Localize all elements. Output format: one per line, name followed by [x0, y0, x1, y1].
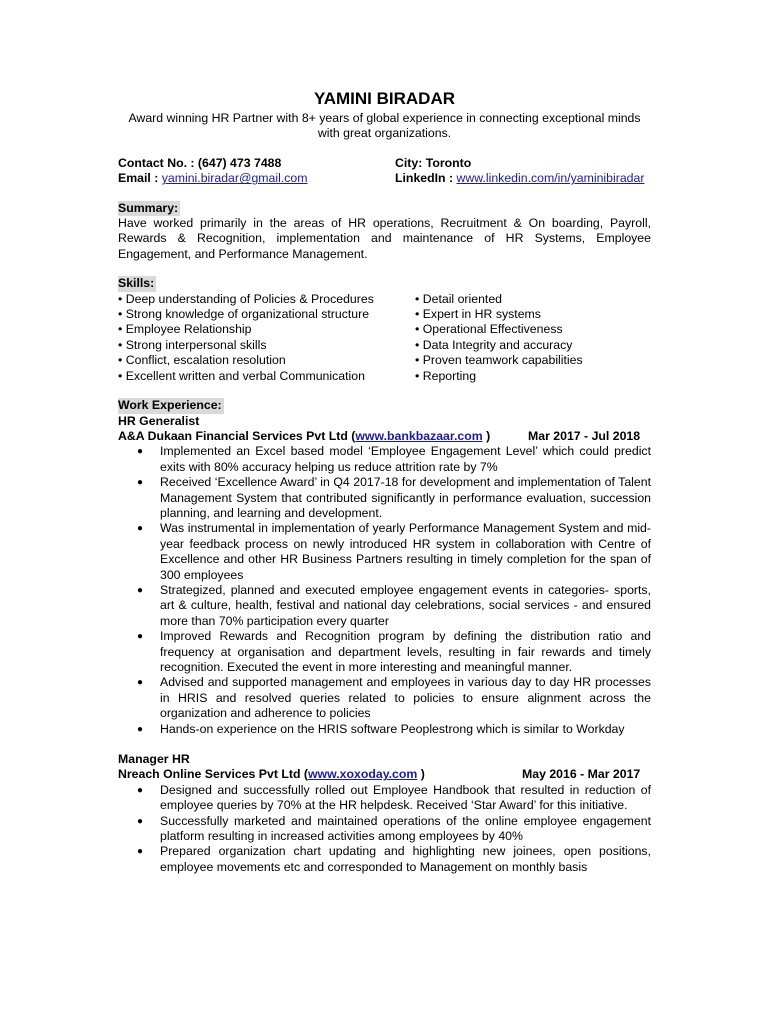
- bullet-item: ● Was instrumental in implementation of yearly Performance Management System and mid-year feedback process on newly introduced HR system in collaboration with Centre of Excellence and other HR Business Partners resulting in timely completion for the span of 300 employees: [137, 521, 651, 582]
- skill-item: • Strong knowledge of organizational structure: [118, 307, 370, 322]
- linkedin-link[interactable]: www.linkedin.com/in/yaminibiradar: [456, 171, 645, 186]
- bullet-glyph: ●: [137, 815, 144, 827]
- bullet-glyph: ●: [137, 523, 144, 535]
- skill-item: • Data Integrity and accuracy: [415, 337, 573, 352]
- company-close: ): [482, 428, 491, 443]
- job-bullets: [118, 783, 651, 875]
- skills-section: [118, 276, 651, 384]
- skills-column-2: [415, 292, 583, 384]
- skills-column-1: [118, 292, 415, 384]
- summary-text: Have worked primarily in the areas of HR operations, Recruitment & On boarding, Payroll, Rewards & Recognition, implementation and maintenance of HR Systems, Employee Engagement, and Performance Management.: [118, 216, 651, 261]
- work-heading: Work Experience:: [118, 398, 222, 413]
- bullet-glyph: ●: [137, 846, 144, 858]
- bullet-glyph: ●: [137, 677, 144, 689]
- bullet-item: ● Advised and supported management and employees in various day to day HR processes in HRIS and resolved queries related to policies to ensure alignment across the organization and adherence to policies: [137, 675, 651, 721]
- company-line: [118, 767, 651, 782]
- bullet-item: ● Implemented an Excel based model ‘Employee Engagement Level’ which could predict exits with 80% accuracy helping us reduce attrition rate by 7%: [137, 444, 651, 474]
- tagline: Award winning HR Partner with 8+ years of global experience in connecting exceptional minds with great organizations.: [128, 111, 641, 141]
- job-dates: Mar 2017 - Jul 2018: [528, 428, 641, 443]
- job-title: HR Generalist: [118, 413, 200, 428]
- resume-page: [118, 89, 651, 875]
- bullet-item: ● Hands-on experience on the HRIS software Peoplestrong which is similar to Workday: [137, 721, 625, 736]
- linkedin-label: LinkedIn :: [395, 171, 457, 186]
- bullet-item: ● Designed and successfully rolled out Employee Handbook that resulted in reduction of employee queries by 70% at the HR helpdesk. Received ‘Star Award’ for this initiative.: [137, 782, 651, 813]
- bullet-glyph: ●: [137, 584, 144, 596]
- city: City: Toronto: [395, 155, 472, 170]
- company-name: A&A Dukaan Financial Services Pvt Ltd (: [118, 428, 356, 443]
- email-link[interactable]: yamini.biradar@gmail.com: [161, 171, 308, 186]
- phone: Contact No. : (647) 473 7488: [118, 155, 282, 170]
- email-row: [118, 171, 395, 186]
- summary-heading: Summary:: [118, 200, 179, 215]
- bullet-glyph: ●: [137, 784, 144, 796]
- job-bullets: [118, 444, 651, 737]
- contact-block: [118, 156, 651, 187]
- candidate-name: YAMINI BIRADAR: [313, 89, 456, 108]
- bullet-glyph: ●: [137, 446, 144, 458]
- skill-item: • Proven teamwork capabilities: [415, 353, 583, 368]
- skill-item: • Strong interpersonal skills: [118, 337, 267, 352]
- skill-item: • Reporting: [415, 368, 477, 383]
- company-close: ): [417, 767, 425, 782]
- skill-item: • Excellent written and verbal Communication: [118, 368, 365, 383]
- linkedin-row: [395, 171, 644, 186]
- work-experience-section: [118, 398, 651, 875]
- company-name: Nreach Online Services Pvt Ltd (: [118, 767, 308, 782]
- bullet-glyph: ●: [137, 723, 144, 735]
- company-line: [118, 429, 651, 444]
- bullet-item: ● Strategized, planned and executed employee engagement events in categories- sports, art & culture, health, festival and national day celebrations, social services - and ensured more than 70% participation every quarter: [137, 582, 651, 628]
- bullet-item: ● Prepared organization chart updating and highlighting new joinees, open positions, employee movements etc and corresponded to Management on monthly basis: [137, 844, 651, 874]
- bullet-glyph: ●: [137, 477, 144, 489]
- company-link[interactable]: www.xoxoday.com: [307, 767, 418, 782]
- skill-item: • Deep understanding of Policies & Procedures: [118, 291, 374, 306]
- skills-heading: Skills:: [118, 276, 155, 291]
- skill-item: • Employee Relationship: [118, 322, 252, 337]
- skill-item: • Operational Effectiveness: [415, 322, 563, 337]
- bullet-item: ● Received ‘Excellence Award’ in Q4 2017-18 for development and implementation of Talent Management System that contributed significantly in performance evaluation, succession planning, and learning and development.: [137, 475, 651, 520]
- company-link[interactable]: www.bankbazaar.com: [355, 428, 483, 443]
- bullet-item: ● Improved Rewards and Recognition program by defining the distribution ratio and frequency at organisation and department levels, resulting in fair rewards and timely recognition. Executed the event in more interesting and meaningful manner.: [137, 629, 651, 674]
- skill-item: • Detail oriented: [415, 291, 503, 306]
- email-label: Email :: [118, 171, 162, 186]
- bullet-item: ● Successfully marketed and maintained operations of the online employee engagement platform resulting in increased activities among employees by 40%: [137, 813, 651, 844]
- job-entry: [118, 752, 651, 875]
- summary-section: [118, 201, 651, 263]
- skill-item: • Expert in HR systems: [415, 307, 541, 322]
- skill-item: • Conflict, escalation resolution: [118, 353, 286, 368]
- job-entry: [118, 414, 651, 738]
- job-title: Manager HR: [118, 752, 190, 767]
- job-dates: May 2016 - Mar 2017: [522, 767, 641, 782]
- bullet-glyph: ●: [137, 631, 144, 643]
